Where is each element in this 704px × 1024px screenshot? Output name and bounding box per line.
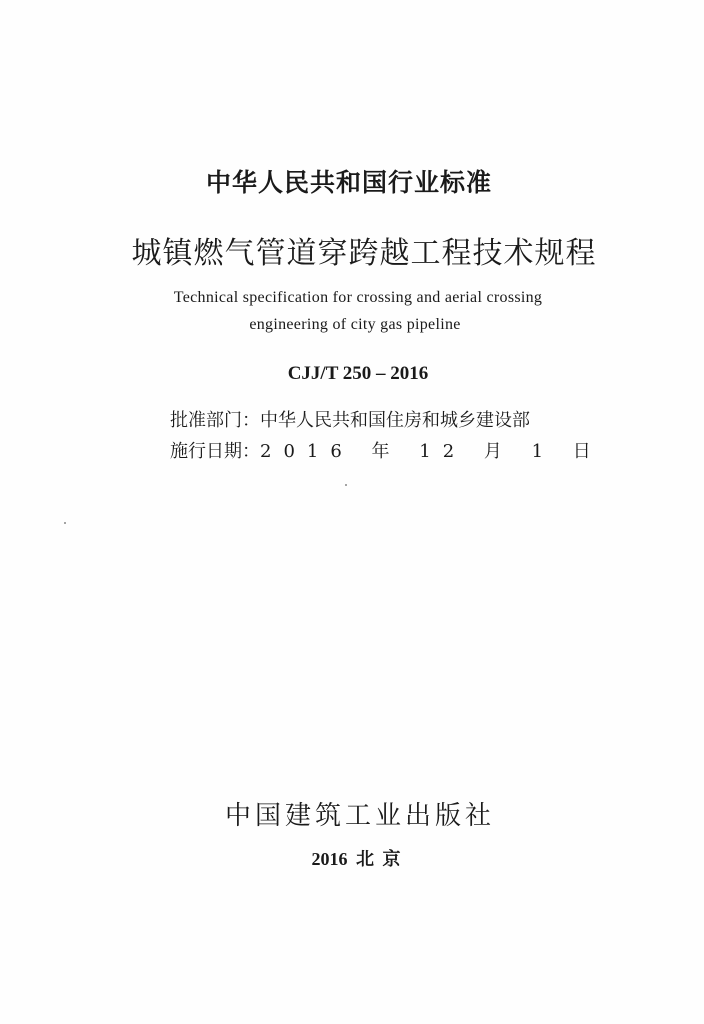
- publisher: 中国建筑工业出版社: [224, 801, 495, 831]
- scan-speck: [345, 484, 347, 486]
- publication-year-city: 2016 北 京: [311, 849, 401, 869]
- approval-label: 批准部门：: [170, 410, 260, 431]
- approval-department: [170, 406, 530, 432]
- standard-code: CJJ/T 250 – 2016: [287, 363, 429, 384]
- chinese-title: 城镇燃气管道穿跨越工程技术规程: [131, 236, 597, 271]
- english-title-line-2: engineering of city gas pipeline: [249, 316, 461, 333]
- english-title-line-1: Technical specification for crossing and aerial crossing: [173, 289, 543, 306]
- standard-series-heading: 中华人民共和国行业标准: [205, 168, 492, 197]
- effective-value: 2016 年 12 月 1 日: [260, 441, 603, 462]
- effective-label: 施行日期：: [170, 441, 260, 462]
- approval-value: 中华人民共和国住房和城乡建设部: [260, 410, 530, 431]
- scan-speck: [64, 522, 66, 524]
- effective-date: [170, 437, 603, 463]
